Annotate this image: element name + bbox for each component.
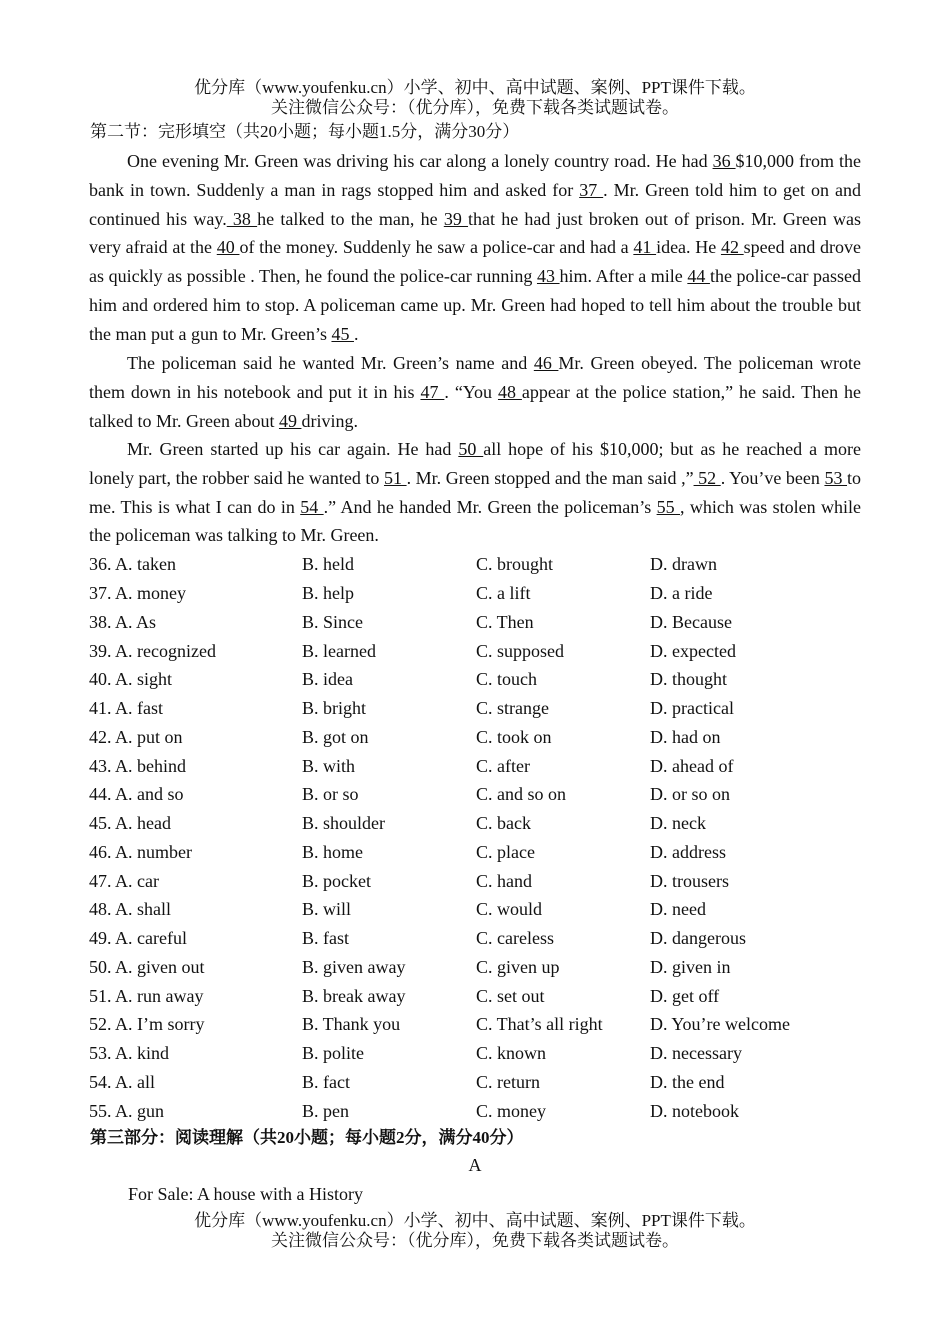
blank-48: 48 — [497, 381, 522, 402]
option-c: C. given up — [476, 957, 560, 977]
option-c: C. brought — [476, 554, 554, 574]
option-c: C. took on — [476, 727, 552, 747]
option-b: B. Thank you — [302, 1014, 401, 1034]
option-row-53 — [89, 1039, 861, 1067]
option-row-52 — [89, 1010, 861, 1038]
option-c: C. careless — [476, 928, 554, 948]
option-d: D. or so on — [650, 784, 730, 804]
option-b: B. shoulder — [302, 813, 385, 833]
option-row-39 — [89, 637, 861, 665]
option-d: D. the end — [650, 1072, 725, 1092]
option-a: 52. A. I’m sorry — [89, 1014, 205, 1034]
option-c: C. hand — [476, 871, 532, 891]
option-c: C. set out — [476, 986, 545, 1006]
option-b: B. held — [302, 554, 354, 574]
option-b: B. help — [302, 583, 354, 603]
option-d: D. address — [650, 842, 726, 862]
option-b: B. polite — [302, 1043, 364, 1063]
option-row-49 — [89, 924, 861, 952]
option-c: C. would — [476, 899, 543, 919]
option-c: C. money — [476, 1101, 546, 1121]
option-a: 55. A. gun — [89, 1101, 165, 1121]
option-b: B. fact — [302, 1072, 350, 1092]
part-3-title: 第三部分：阅读理解（共20小题；每小题2分，满分40分） — [90, 1128, 524, 1147]
option-d: D. a ride — [650, 583, 713, 603]
option-row-36 — [89, 550, 861, 578]
option-a: 46. A. number — [89, 842, 192, 862]
blank-43: 43 — [536, 266, 560, 287]
option-c: C. and so on — [476, 784, 566, 804]
blank-41: 41 — [633, 237, 657, 258]
blank-39: 39 — [443, 208, 469, 229]
option-c: C. after — [476, 756, 530, 776]
passage-subtitle: For Sale: A house with a History — [128, 1184, 363, 1204]
option-a: 47. A. car — [89, 871, 159, 891]
option-b: B. break away — [302, 986, 406, 1006]
blank-42: 42 — [720, 237, 744, 258]
option-c: C. touch — [476, 669, 537, 689]
option-d: D. You’re welcome — [650, 1014, 790, 1034]
option-c: C. a lift — [476, 583, 531, 603]
option-b: B. got on — [302, 727, 369, 747]
blank-44: 44 — [687, 266, 710, 287]
option-b: B. learned — [302, 641, 376, 661]
option-row-50 — [89, 953, 861, 981]
option-b: B. Since — [302, 612, 363, 632]
blank-49: 49 — [278, 410, 302, 431]
option-row-47 — [89, 867, 861, 895]
passage-paragraph-2: The policeman said he wanted Mr. Green’s name and 46 Mr. Green obeyed. The policeman wrote them down in his notebook and put it in his 47 . “You 48 appear at the police station,” he said. Then he talked to Mr. Green about 49 driving. — [89, 353, 862, 431]
option-c: C. place — [476, 842, 535, 862]
option-a: 42. A. put on — [89, 727, 183, 747]
blank-47: 47 — [420, 381, 445, 402]
option-row-38 — [89, 608, 861, 636]
option-b: B. given away — [302, 957, 406, 977]
option-b: B. pocket — [302, 871, 371, 891]
option-d: D. practical — [650, 698, 734, 718]
option-a: 41. A. fast — [89, 698, 163, 718]
option-b: B. fast — [302, 928, 349, 948]
option-row-41 — [89, 694, 861, 722]
option-row-46 — [89, 838, 861, 866]
option-d: D. drawn — [650, 554, 717, 574]
blank-45: 45 — [331, 323, 354, 344]
blank-50: 50 — [458, 439, 484, 459]
blank-55: 55 — [656, 496, 680, 517]
option-d: D. trousers — [650, 871, 729, 891]
option-c: C. strange — [476, 698, 549, 718]
option-b: B. pen — [302, 1101, 349, 1121]
option-row-43 — [89, 752, 861, 780]
header-line-2: 关注微信公众号：（优分库），免费下载各类试题试卷。 — [271, 98, 679, 117]
section-2-title: 第二节：完形填空（共20小题；每小题1.5分，满分30分） — [90, 122, 520, 141]
option-row-51 — [89, 982, 861, 1010]
option-d: D. need — [650, 899, 706, 919]
option-d: D. neck — [650, 813, 706, 833]
passage-paragraph-1: One evening Mr. Green was driving his car along a lonely country road. He had 36 $10,000 from the bank in town. Suddenly a man in rags stopped him and asked for 37 . Mr. Green told him to get on and continued his way. 38 he talked to the man, he 39 that he had just broken out of prison. Mr. Green was very afraid at the 40 of the money. Suddenly he saw a police-car and had a 41 idea. He 42 speed and drove as quickly as possible . Then, he found the police-car running 43 him. After a mile 44 the police-car passed him and ordered him to stop. A policeman came up. Mr. Green had hoped to tell him about the trouble but the man put a gun to Mr. Green’s 45 . — [89, 151, 862, 344]
option-row-40 — [89, 665, 861, 693]
option-d: D. thought — [650, 669, 728, 689]
header-line-1: 优分库（www.youfenku.cn）小学、初中、高中试题、案例、PPT课件下载。 — [194, 78, 756, 97]
passage-paragraph-3: Mr. Green started up his car again. He had 50 all hope of his $10,000; but as he reached a more lonely part, the robber said he wanted to 51 . Mr. Green stopped and the man said ,” 52 . You’ve been 53 to me. This is what I can do in 54 .” And he handed Mr. Green the policeman’s 55 , which was stolen while the policeman was talking to Mr. Green. — [89, 439, 862, 546]
option-a: 40. A. sight — [89, 669, 173, 689]
blank-36: 36 — [712, 151, 736, 171]
option-d: D. had on — [650, 727, 721, 747]
option-row-54 — [89, 1068, 861, 1096]
option-c: C. known — [476, 1043, 547, 1063]
option-row-42 — [89, 723, 861, 751]
option-d: D. notebook — [650, 1101, 739, 1121]
option-d: D. ahead of — [650, 756, 734, 776]
option-row-37 — [89, 579, 861, 607]
option-c: C. Then — [476, 612, 534, 632]
option-b: B. will — [302, 899, 352, 919]
option-a: 37. A. money — [89, 583, 186, 603]
option-row-44 — [89, 780, 861, 808]
option-c: C. That’s all right — [476, 1014, 603, 1034]
option-d: D. dangerous — [650, 928, 746, 948]
blank-40: 40 — [216, 237, 240, 258]
blank-52: 52 — [693, 467, 721, 488]
blank-51: 51 — [383, 467, 407, 488]
option-a: 53. A. kind — [89, 1043, 170, 1063]
option-d: D. Because — [650, 612, 732, 632]
blank-38: 38 — [226, 208, 258, 229]
option-a: 36. A. taken — [89, 554, 176, 574]
option-b: B. with — [302, 756, 356, 776]
blank-53: 53 — [824, 467, 848, 488]
option-a: 49. A. careful — [89, 928, 187, 948]
blank-37: 37 — [579, 179, 604, 200]
option-a: 38. A. As — [89, 612, 157, 632]
option-a: 51. A. run away — [89, 986, 204, 1006]
option-a: 45. A. head — [89, 813, 171, 833]
option-a: 48. A. shall — [89, 899, 172, 919]
option-a: 43. A. behind — [89, 756, 186, 776]
option-b: B. or so — [302, 784, 359, 804]
option-row-55 — [89, 1097, 861, 1125]
blank-54: 54 — [300, 496, 324, 517]
passage-letter: A — [468, 1155, 482, 1175]
option-a: 50. A. given out — [89, 957, 205, 977]
option-b: B. bright — [302, 698, 367, 718]
option-d: D. necessary — [650, 1043, 742, 1063]
option-c: C. supposed — [476, 641, 565, 661]
option-a: 44. A. and so — [89, 784, 184, 804]
blank-46: 46 — [533, 353, 559, 373]
option-d: D. get off — [650, 986, 720, 1006]
footer-line-1: 优分库（www.youfenku.cn）小学、初中、高中试题、案例、PPT课件下载。 — [194, 1211, 756, 1230]
option-c: C. back — [476, 813, 531, 833]
option-row-45 — [89, 809, 861, 837]
option-c: C. return — [476, 1072, 540, 1092]
option-b: B. idea — [302, 669, 353, 689]
option-b: B. home — [302, 842, 363, 862]
option-d: D. given in — [650, 957, 731, 977]
option-a: 39. A. recognized — [89, 641, 216, 661]
option-row-48 — [89, 895, 861, 923]
option-d: D. expected — [650, 641, 736, 661]
option-a: 54. A. all — [89, 1072, 155, 1092]
footer-line-2: 关注微信公众号：（优分库），免费下载各类试题试卷。 — [271, 1231, 679, 1250]
